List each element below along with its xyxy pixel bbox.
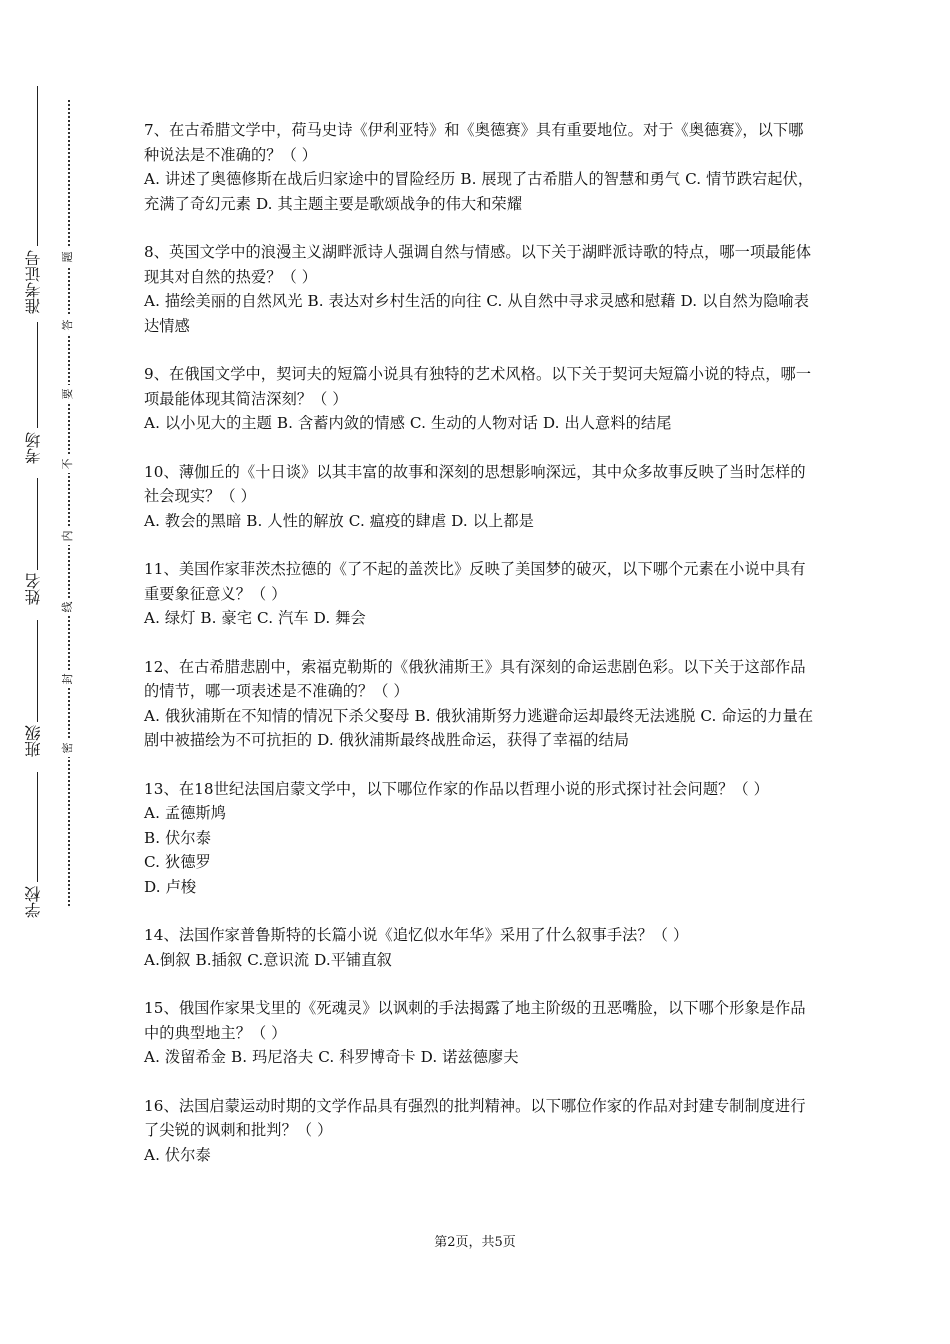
question-7 xyxy=(144,118,814,216)
exam-room-line xyxy=(37,322,38,428)
seal-char: 密 xyxy=(59,739,77,757)
question-stem: 12、在古希腊悲剧中，索福克勒斯的《俄狄浦斯王》具有深刻的命运悲剧色彩。以下关于这部作品的情节，哪一项表述是不准确的？（ ） xyxy=(144,657,806,700)
question-list xyxy=(144,118,814,1191)
seal-char: 答 xyxy=(59,316,77,334)
question-stem: 16、法国启蒙运动时期的文学作品具有强烈的批判精神。以下哪位作家的作品对封建专制制度进行了尖锐的讽刺和批判？（ ） xyxy=(144,1096,806,1139)
seal-char: 要 xyxy=(59,385,77,403)
name-label: 姓名 xyxy=(24,573,43,605)
seal-dotted-line xyxy=(68,100,70,906)
question-stem: 14、法国作家普鲁斯特的长篇小说《追忆似水年华》采用了什么叙事手法？（ ） xyxy=(144,926,689,944)
question-14 xyxy=(144,923,814,972)
question-options: A.倒叙 B.插叙 C.意识流 D.平铺直叙 xyxy=(144,950,392,969)
option-b: B. 伏尔泰 xyxy=(144,828,211,847)
seal-char: 封 xyxy=(59,670,77,688)
exam-room-label: 考场 xyxy=(24,432,43,464)
question-stem: 15、俄国作家果戈里的《死魂灵》以讽刺的手法揭露了地主阶级的丑恶嘴脸，以下哪个形象是作品中的典型地主？（ ） xyxy=(144,999,806,1042)
question-stem: 13、在18世纪法国启蒙文学中，以下哪位作家的作品以哲理小说的形式探讨社会问题？（ ） xyxy=(144,779,769,798)
question-stem: 7、在古希腊文学中，荷马史诗《伊利亚特》和《奥德赛》具有重要地位。对于《奥德赛》，以下哪种说法是不准确的？（ ） xyxy=(144,121,804,164)
school-line xyxy=(37,772,38,882)
option-a: A. 孟德斯鸠 xyxy=(144,804,227,822)
seal-char: 内 xyxy=(59,527,77,545)
seal-char: 线 xyxy=(59,598,77,616)
question-options: A. 教会的黑暗 B. 人性的解放 C. 瘟疫的肆虐 D. 以上都是 xyxy=(144,511,534,530)
binding-margin xyxy=(0,0,110,1344)
question-stem: 9、在俄国文学中，契诃夫的短篇小说具有独特的艺术风格。以下关于契诃夫短篇小说的特点，哪一项最能体现其简洁深刻？（ ） xyxy=(144,365,812,408)
exam-number-label: 准考证号 xyxy=(24,250,43,314)
question-9 xyxy=(144,362,814,436)
question-options: A. 俄狄浦斯在不知情的情况下杀父娶母 B. 俄狄浦斯努力逃避命运却最终无法逃脱 C. 命运的力量在剧中被描绘为不可抗拒的 D. 俄狄浦斯最终战胜命运，获得了幸福的结局 xyxy=(144,706,814,749)
question-16 xyxy=(144,1094,814,1168)
option-d: D. 卢梭 xyxy=(144,877,197,896)
name-line xyxy=(37,478,38,570)
page-number: 第2页，共5页 xyxy=(434,1235,516,1250)
question-12 xyxy=(144,655,814,753)
question-options: A. 讲述了奥德修斯在战后归家途中的冒险经历 B. 展现了古希腊人的智慧和勇气 C. 情节跌宕起伏，充满了奇幻元素 D. 其主题主要是歌颂战争的伟大和荣耀 xyxy=(144,170,814,213)
question-15 xyxy=(144,996,814,1070)
question-13 xyxy=(144,777,814,900)
question-options: A. 以小见大的主题 B. 含蓄内敛的情感 C. 生动的人物对话 D. 出人意料的结尾 xyxy=(144,414,672,432)
question-options: A. 绿灯 B. 豪宅 C. 汽车 D. 舞会 xyxy=(144,609,366,627)
question-stem: 8、英国文学中的浪漫主义湖畔派诗人强调自然与情感。以下关于湖畔派诗歌的特点，哪一项最能体现其对自然的热爱？（ ） xyxy=(144,243,812,286)
class-line xyxy=(37,620,38,722)
question-11 xyxy=(144,557,814,631)
school-label: 学校 xyxy=(24,886,43,918)
option-c: C. 狄德罗 xyxy=(144,853,211,871)
question-stem: 11、美国作家菲茨杰拉德的《了不起的盖茨比》反映了美国梦的破灭，以下哪个元素在小说中具有重要象征意义？（ ） xyxy=(144,560,806,603)
seal-char: 题 xyxy=(59,248,77,266)
question-10 xyxy=(144,460,814,534)
class-label: 班级 xyxy=(24,725,43,757)
question-options: A. 泼留希金 B. 玛尼洛夫 C. 科罗博奇卡 D. 诺兹德廖夫 xyxy=(144,1048,519,1066)
option-a: A. 伏尔泰 xyxy=(144,1145,211,1164)
question-8 xyxy=(144,240,814,338)
exam-number-line xyxy=(37,86,38,246)
question-options: A. 描绘美丽的自然风光 B. 表达对乡村生活的向往 C. 从自然中寻求灵感和慰藉 D. 以自然为隐喻表达情感 xyxy=(144,292,810,335)
seal-char: 不 xyxy=(59,455,77,473)
question-stem: 10、薄伽丘的《十日谈》以其丰富的故事和深刻的思想影响深远，其中众多故事反映了当时怎样的社会现实？（ ） xyxy=(144,462,806,505)
